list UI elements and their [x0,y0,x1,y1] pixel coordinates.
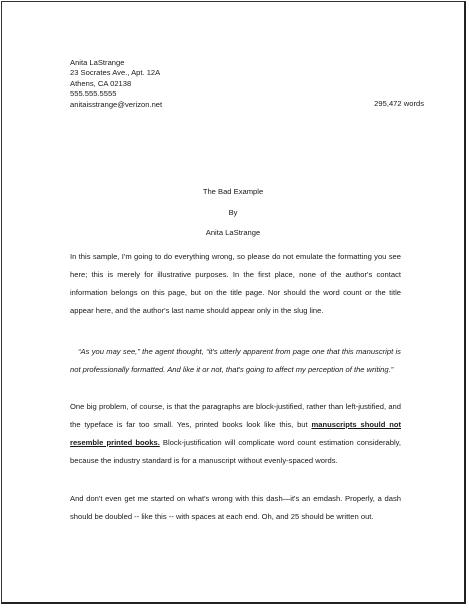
paragraph-3-start: One big problem, of course, is that the paragraphs are block-justified, rather than left-justified, and the typeface is far too small. Yes, printed books look like this, but [70,402,401,429]
title-block [2,187,464,249]
byline-by: By [228,207,238,217]
author-contact-block [70,58,162,110]
paragraph-2-body: the agent thought, “it's utterly apparent from page one that this manuscript is not professionally formatted. And like it or not, that's going to affect my perception of the writing.” [70,347,401,374]
paragraph-1: In this sample, I'm going to do everything wrong, so please do not emulate the formatting you see here; this is merely for illustrative purposes. In the first place, none of the author's contact information belongs on this page, but on the title page. Nor should the word count or the title appear here, and the author's last name should appear only in the slug line. [70,252,401,315]
paragraph-3 [70,398,401,470]
author-name: Anita LaStrange [70,58,125,67]
paragraph-3-end: Block-justification will complicate word count estimation considerably, because the industry standard is for a manuscript without evenly-spaced words. [70,438,401,465]
paragraph-2 [70,343,401,379]
author-email: anitaisstrange@verizon.net [70,99,163,109]
author-phone: 555.555.5555 [70,89,117,99]
word-count: 295,472 words [374,99,424,108]
author-address-line1: 23 Socrates Ave., Apt. 12A [70,68,161,78]
paragraph-4: And don't even get me started on what's wrong with this dash—it's an emdash. Properly, a dash should be doubled -- like this -- with spaces at each end. Oh, and 25 should be written out. [70,494,401,521]
paragraph-2-quote: “As you may see,” [78,347,140,356]
manuscript-page [1,1,466,604]
byline-author: Anita LaStrange [205,228,261,238]
paragraph-3-emphasis: manuscripts should not resemble printed books. [70,420,401,447]
author-address-line2: Athens, CA 02138 [70,78,132,88]
manuscript-title: The Bad Example [202,187,264,196]
